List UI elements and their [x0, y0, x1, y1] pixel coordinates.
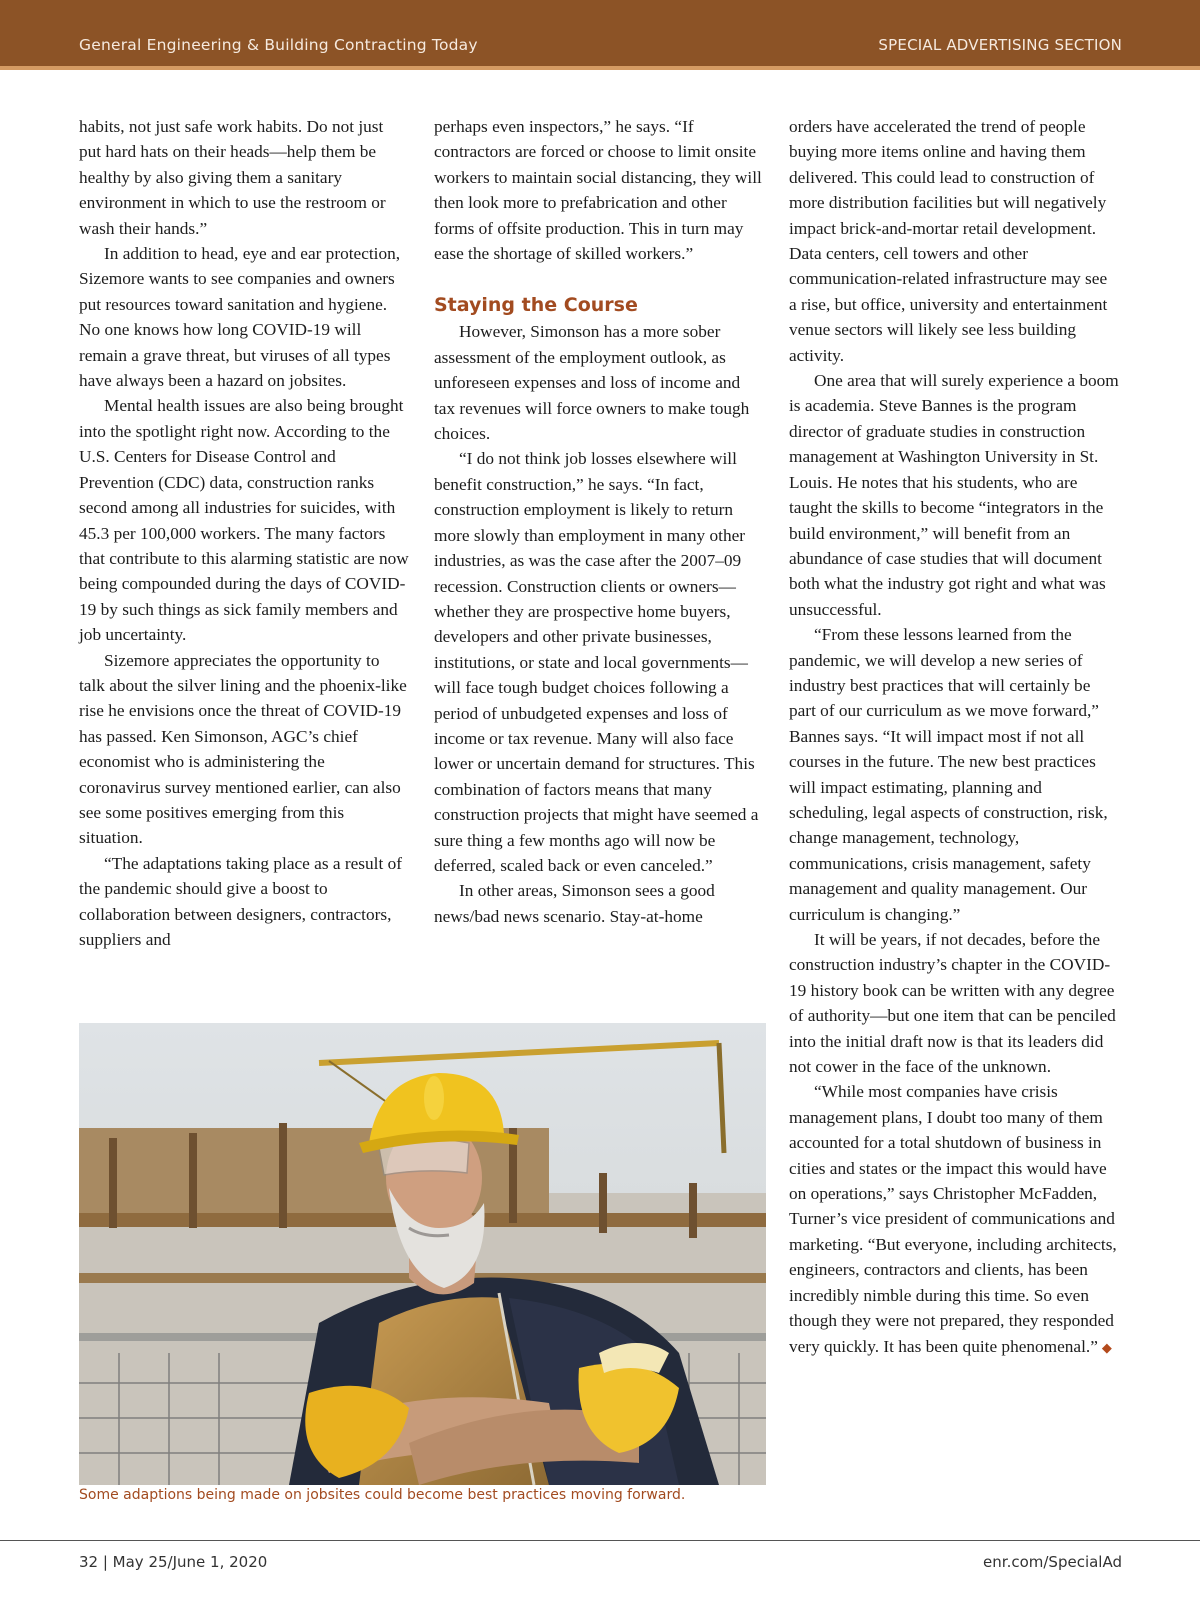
section-label: SPECIAL ADVERTISING SECTION	[878, 36, 1122, 54]
paragraph: In other areas, Simonson sees a good news/bad news scenario. Stay-at-home	[434, 881, 715, 926]
paragraph: “I do not think job losses elsewhere will benefit construction,” he says. “In fact, construction employment is likely to return more slowly than employment in many other industries, as was the case after the 2007–09 recession. Construction clients or owners—whether they are prospective home buyers, developers and other private businesses, institutions, or state and local governments—will face tough budget choices following a period of unbudgeted expenses and loss of income or tax revenue. Many will also face lower or uncertain demand for structures. This combination of factors means that many construction projects that might have seemed a sure thing a few months ago will now be deferred, scaled back or even canceled.”	[434, 449, 759, 875]
header-bar	[0, 0, 1200, 70]
paragraph: “From these lessons learned from the pandemic, we will develop a new series of industry best practices that will certainly be part of our curriculum as we move forward,” Bannes says. “It will impact most if not all courses in the future. The new best practices will impact estimating, planning and scheduling, legal aspects of construction, risk, change management, technology, communications, crisis management, safety management and quality management. Our curriculum is changing.”	[789, 625, 1108, 924]
paragraph: One area that will surely experience a boom is academia. Steve Bannes is the program director of graduate studies in construction management at Washington University in St. Louis. He notes that his students, who are taught the skills to become “integrators in the build environment,” will benefit from an abundance of case studies that will document both what the industry got right and what was unsuccessful.	[789, 371, 1119, 619]
end-of-article-icon: ◆	[1101, 1339, 1112, 1355]
article-column-2	[434, 114, 764, 929]
paragraph: However, Simonson has a more sober assessment of the employment outlook, as unforeseen expenses and loss of income and tax revenues will force owners to make tough choices.	[434, 322, 750, 444]
paragraph: In addition to head, eye and ear protection, Sizemore wants to see companies and owners put resources toward sanitation and hygiene. No one knows how long COVID-19 will remain a grave threat, but viruses of all types have always been a hazard on jobsites.	[79, 244, 401, 391]
paragraph	[789, 1079, 1119, 1359]
paragraph: Mental health issues are also being brought into the spotlight right now. According to the U.S. Centers for Disease Control and Prevention (CDC) data, construction ranks second among all industries for suicides, with 45.3 per 100,000 workers. The many factors that contribute to this alarming statistic are now being compounded during the days of COVID-19 by such things as sick family members and job uncertainty.	[79, 396, 409, 645]
paragraph: It will be years, if not decades, before the construction industry’s chapter in the COVID-19 history book can be written with any degree of authority—but one item that can be penciled into the initial draft now is that its leaders did not cower in the face of the unknown.	[789, 930, 1116, 1077]
paragraph: “The adaptations taking place as a result of the pandemic should give a boost to collaboration between designers, contractors, suppliers and	[79, 853, 402, 949]
construction-worker-photo	[79, 1023, 766, 1485]
page-info: 32 | May 25/June 1, 2020	[79, 1553, 268, 1571]
section-heading: Staying the Course	[434, 294, 638, 317]
publication-title: General Engineering & Building Contracting Today	[79, 36, 478, 54]
footer-divider	[0, 1540, 1200, 1541]
paragraph: Sizemore appreciates the opportunity to talk about the silver lining and the phoenix-like rise he envisions once the threat of COVID-19 has passed. Ken Simonson, AGC’s chief economist who is administering the coronavirus survey mentioned earlier, can also see some positives emerging from this situation.	[79, 650, 407, 848]
photo-illustration	[79, 1023, 766, 1485]
article-column-1	[79, 114, 409, 952]
photo-caption: Some adaptions being made on jobsites could become best practices moving forward.	[79, 1487, 686, 1503]
paragraph-text: “While most companies have crisis management plans, I doubt too many of them accounted for a total shutdown of business in cities and states or the impact this would have on operations,” says Christopher McFadden, Turner’s vice president of communications and marketing. “But everyone, including architects, engineers, contractors and clients, has been incredibly nimble during this time. So even though they were not prepared, they responded very quickly. It has been quite phenomenal.”	[789, 1082, 1117, 1356]
article-column-3	[789, 114, 1119, 1360]
footer-url: enr.com/SpecialAd	[983, 1553, 1122, 1571]
paragraph: habits, not just safe work habits. Do not just put hard hats on their heads—help them be healthy by also giving them a sanitary environment in which to use the restroom or wash their hands.”	[79, 117, 386, 238]
paragraph: perhaps even inspectors,” he says. “If contractors are forced or choose to limit onsite workers to maintain social distancing, they will then look more to prefabrication and other forms of offsite production. This in turn may ease the shortage of skilled workers.”	[434, 117, 762, 264]
paragraph: orders have accelerated the trend of people buying more items online and having them delivered. This could lead to construction of more distribution facilities but will negatively impact brick-and-mortar retail development. Data centers, cell towers and other communication-related infrastructure may see a rise, but office, university and entertainment venue sectors will likely see less building activity.	[789, 117, 1108, 365]
